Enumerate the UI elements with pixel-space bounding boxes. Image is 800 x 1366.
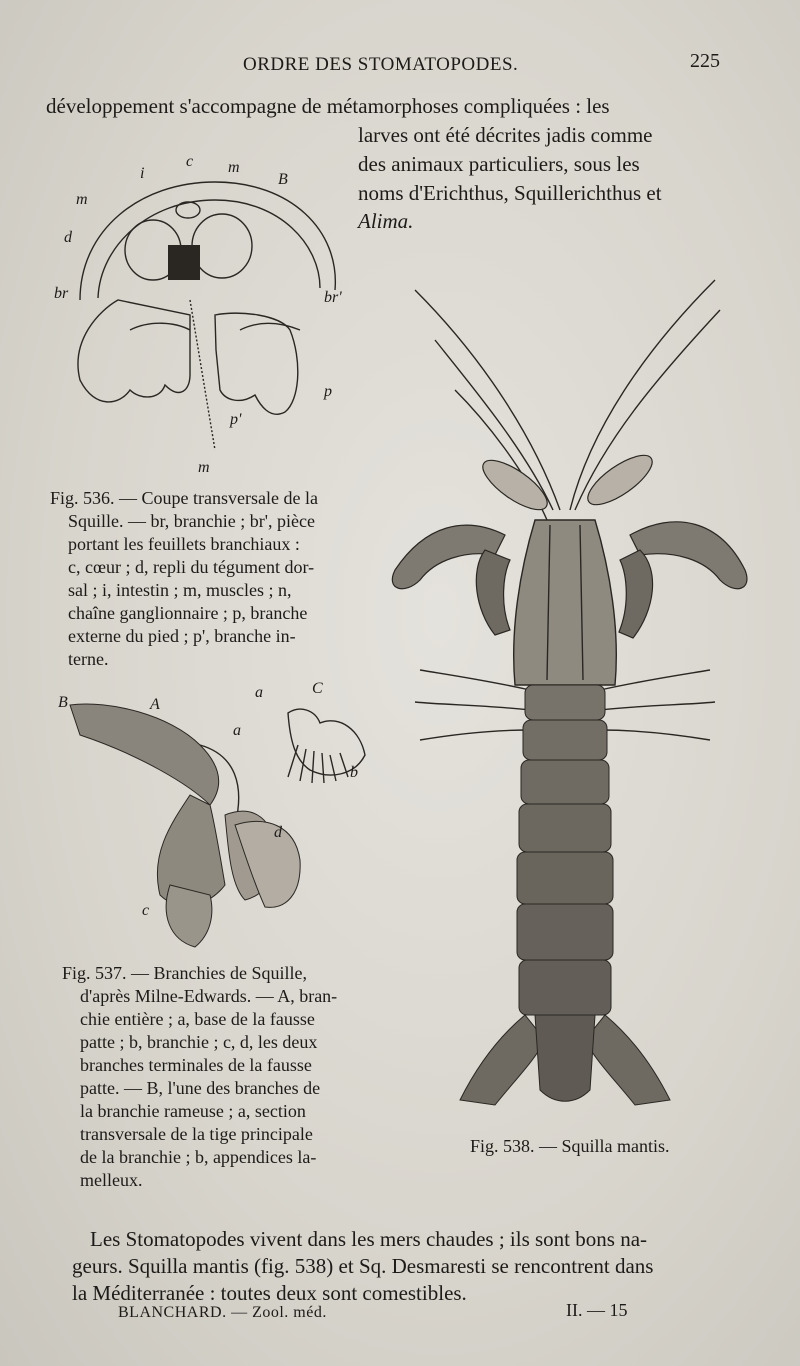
fig536-label-d: d bbox=[64, 229, 72, 246]
fig537-caption-line-2: d'après Milne-Edwards. — A, bran- bbox=[80, 986, 338, 1006]
body-line-4: noms d'Erichthus, Squillerichthus et bbox=[358, 181, 662, 205]
fig537-label-c: c bbox=[142, 902, 150, 919]
fig536-caption-line-8: terne. bbox=[68, 649, 109, 669]
fig537-caption-line-10: melleux. bbox=[80, 1170, 143, 1190]
body-line-5: Alima. bbox=[358, 209, 414, 233]
fig536-label-c: c bbox=[186, 153, 194, 170]
fig536-caption-line-3: portant les feuillets branchiaux : bbox=[68, 534, 300, 554]
fig537-caption-line-1: Fig. 537. — Branchies de Squille, bbox=[62, 963, 307, 983]
fig537-label-d: d bbox=[274, 824, 282, 841]
fig538-illustration bbox=[375, 270, 755, 1120]
fig537-label-B: B bbox=[58, 694, 68, 711]
fig538-abdomen bbox=[517, 685, 613, 1015]
fig537-caption-line-6: patte. — B, l'une des branches de bbox=[80, 1078, 321, 1098]
fig536-caption-line-1: Fig. 536. — Coupe transversale de la bbox=[50, 488, 318, 508]
fig536-label-m-bottom: m bbox=[198, 459, 210, 476]
fig536-caption-line-2: Squille. — br, branchie ; br', pièce bbox=[68, 511, 315, 531]
fig537-label-a-section: a bbox=[255, 684, 263, 701]
bottom-line-1: Les Stomatopodes vivent dans les mers chaudes ; ils sont bons na- bbox=[90, 1227, 648, 1251]
fig537-label-b: b bbox=[350, 764, 358, 781]
page-number: 225 bbox=[690, 50, 720, 72]
fig536-caption-line-6: chaîne ganglionnaire ; p, branche bbox=[68, 603, 308, 623]
fig536-label-p-prime: p' bbox=[230, 411, 242, 428]
footer-right: II. — 15 bbox=[566, 1300, 628, 1320]
fig536-illustration bbox=[40, 150, 370, 476]
fig536-label-br: br bbox=[54, 285, 69, 302]
fig538-caption: Fig. 538. — Squilla mantis. bbox=[470, 1136, 670, 1156]
fig537-label-C: C bbox=[312, 680, 323, 697]
fig537-illustration bbox=[50, 680, 380, 955]
fig537-label-a: a bbox=[233, 722, 241, 739]
fig536-label-br-prime: br' bbox=[324, 289, 342, 306]
body-line-1: développement s'accompagne de métamorphoses compliquées : les bbox=[46, 94, 610, 118]
fig536-caption-line-4: c, cœur ; d, repli du tégument dor- bbox=[68, 557, 315, 577]
fig536-label-p: p bbox=[324, 383, 332, 400]
fig536-label-m-left: m bbox=[76, 191, 88, 208]
fig537-caption-line-9: de la branchie ; b, appendices la- bbox=[80, 1147, 317, 1167]
fig537-caption-line-3: chie entière ; a, base de la fausse bbox=[80, 1009, 315, 1029]
fig536-label-i: i bbox=[140, 165, 145, 182]
body-line-3: des animaux particuliers, sous les bbox=[358, 152, 640, 176]
body-line-2: larves ont été décrites jadis comme bbox=[358, 123, 653, 147]
bottom-line-2: geurs. Squilla mantis (fig. 538) et Sq. Desmaresti se rencontrent dans bbox=[72, 1254, 654, 1278]
running-head: ORDRE DES STOMATOPODES. bbox=[243, 54, 519, 75]
fig537-caption-line-5: branches terminales de la fausse bbox=[80, 1055, 312, 1075]
fig536-caption-line-7: externe du pied ; p', branche in- bbox=[68, 626, 296, 646]
fig536-label-m-top: m bbox=[228, 159, 240, 176]
fig537-caption-line-7: la branchie rameuse ; a, section bbox=[80, 1101, 306, 1121]
fig537-caption-line-4: patte ; b, branchie ; c, d, les deux bbox=[80, 1032, 318, 1052]
footer-left: BLANCHARD. — Zool. méd. bbox=[118, 1304, 327, 1321]
fig537-caption-line-8: transversale de la tige principale bbox=[80, 1124, 313, 1144]
fig536-caption-line-5: sal ; i, intestin ; m, muscles ; n, bbox=[68, 580, 292, 600]
fig536-label-B: B bbox=[278, 171, 288, 188]
bottom-line-3: la Méditerranée : toutes deux sont comestibles. bbox=[72, 1281, 467, 1305]
fig537-label-A: A bbox=[150, 696, 160, 713]
